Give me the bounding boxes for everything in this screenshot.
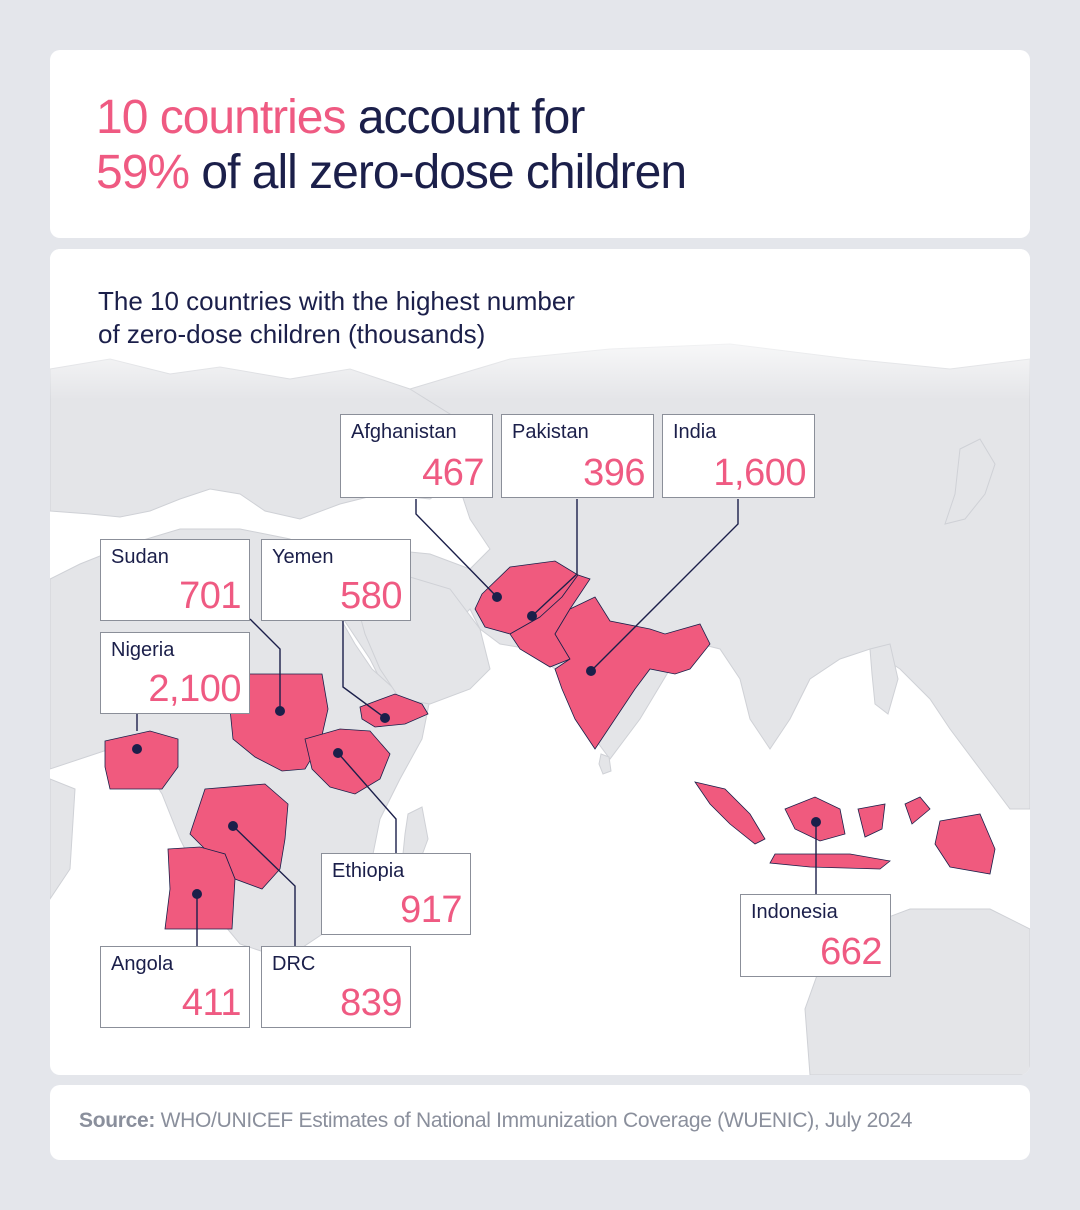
label-yemen: [261, 539, 411, 621]
label-ethiopia-value: 917: [400, 889, 462, 931]
label-pakistan-value: 396: [583, 452, 645, 494]
map-card: [50, 249, 1030, 1075]
map-subtitle-line-1: The 10 countries with the highest number: [98, 286, 575, 316]
label-indonesia-name: Indonesia: [751, 901, 838, 923]
headline-text-2: of all zero-dose children: [189, 146, 687, 199]
label-drc-value: 839: [340, 982, 402, 1024]
label-indonesia-value: 662: [820, 931, 882, 973]
sri-lanka-land: [599, 754, 611, 774]
label-nigeria-value: 2,100: [148, 668, 241, 710]
title-card: [50, 50, 1030, 238]
marker-india: [586, 666, 596, 676]
nigeria-shape: [105, 731, 178, 789]
marker-pakistan: [527, 611, 537, 621]
label-angola-name: Angola: [111, 953, 174, 975]
marker-yemen: [380, 713, 390, 723]
label-india-name: India: [673, 421, 717, 443]
map-subtitle: [98, 285, 658, 351]
label-ethiopia: [321, 853, 471, 935]
label-nigeria: [100, 632, 250, 714]
headline-accent-countries: 10 countries: [96, 91, 346, 144]
label-pakistan-name: Pakistan: [512, 421, 589, 443]
headline: [96, 90, 686, 200]
label-sudan-name: Sudan: [111, 546, 169, 568]
headline-line-2: [96, 145, 686, 200]
label-sudan-value: 701: [179, 575, 241, 617]
marker-drc: [228, 821, 238, 831]
marker-angola: [192, 889, 202, 899]
label-india: [662, 414, 815, 498]
label-angola-value: 411: [181, 982, 241, 1024]
label-pakistan: [501, 414, 654, 498]
marker-afghanistan: [492, 592, 502, 602]
label-afghanistan: [340, 414, 493, 498]
label-yemen-value: 580: [340, 575, 402, 617]
headline-line-1: [96, 90, 686, 145]
source-card: [50, 1085, 1030, 1160]
label-drc-name: DRC: [272, 953, 316, 975]
label-nigeria-name: Nigeria: [111, 639, 175, 661]
label-india-value: 1,600: [713, 452, 806, 494]
label-angola: [100, 946, 250, 1028]
indonesia-shape: [695, 782, 995, 874]
map-subtitle-line-2: of zero-dose children (thousands): [98, 319, 486, 349]
headline-accent-percent: 59%: [96, 146, 190, 199]
headline-text-1: account for: [345, 91, 585, 144]
marker-sudan: [275, 706, 285, 716]
marker-ethiopia: [333, 748, 343, 758]
south-america-land: [50, 779, 75, 899]
label-afghanistan-value: 467: [422, 452, 484, 494]
marker-nigeria: [132, 744, 142, 754]
label-indonesia: [740, 894, 891, 977]
angola-shape: [165, 847, 235, 929]
source-label: Source:: [79, 1109, 156, 1132]
label-sudan: [100, 539, 250, 621]
source-text: WHO/UNICEF Estimates of National Immunization Coverage (WUENIC), July 2024: [155, 1109, 913, 1132]
label-yemen-name: Yemen: [272, 546, 334, 568]
marker-indonesia: [811, 817, 821, 827]
source-note: [79, 1109, 912, 1133]
label-drc: [261, 946, 411, 1028]
label-ethiopia-name: Ethiopia: [332, 860, 405, 882]
label-afghanistan-name: Afghanistan: [351, 421, 457, 443]
